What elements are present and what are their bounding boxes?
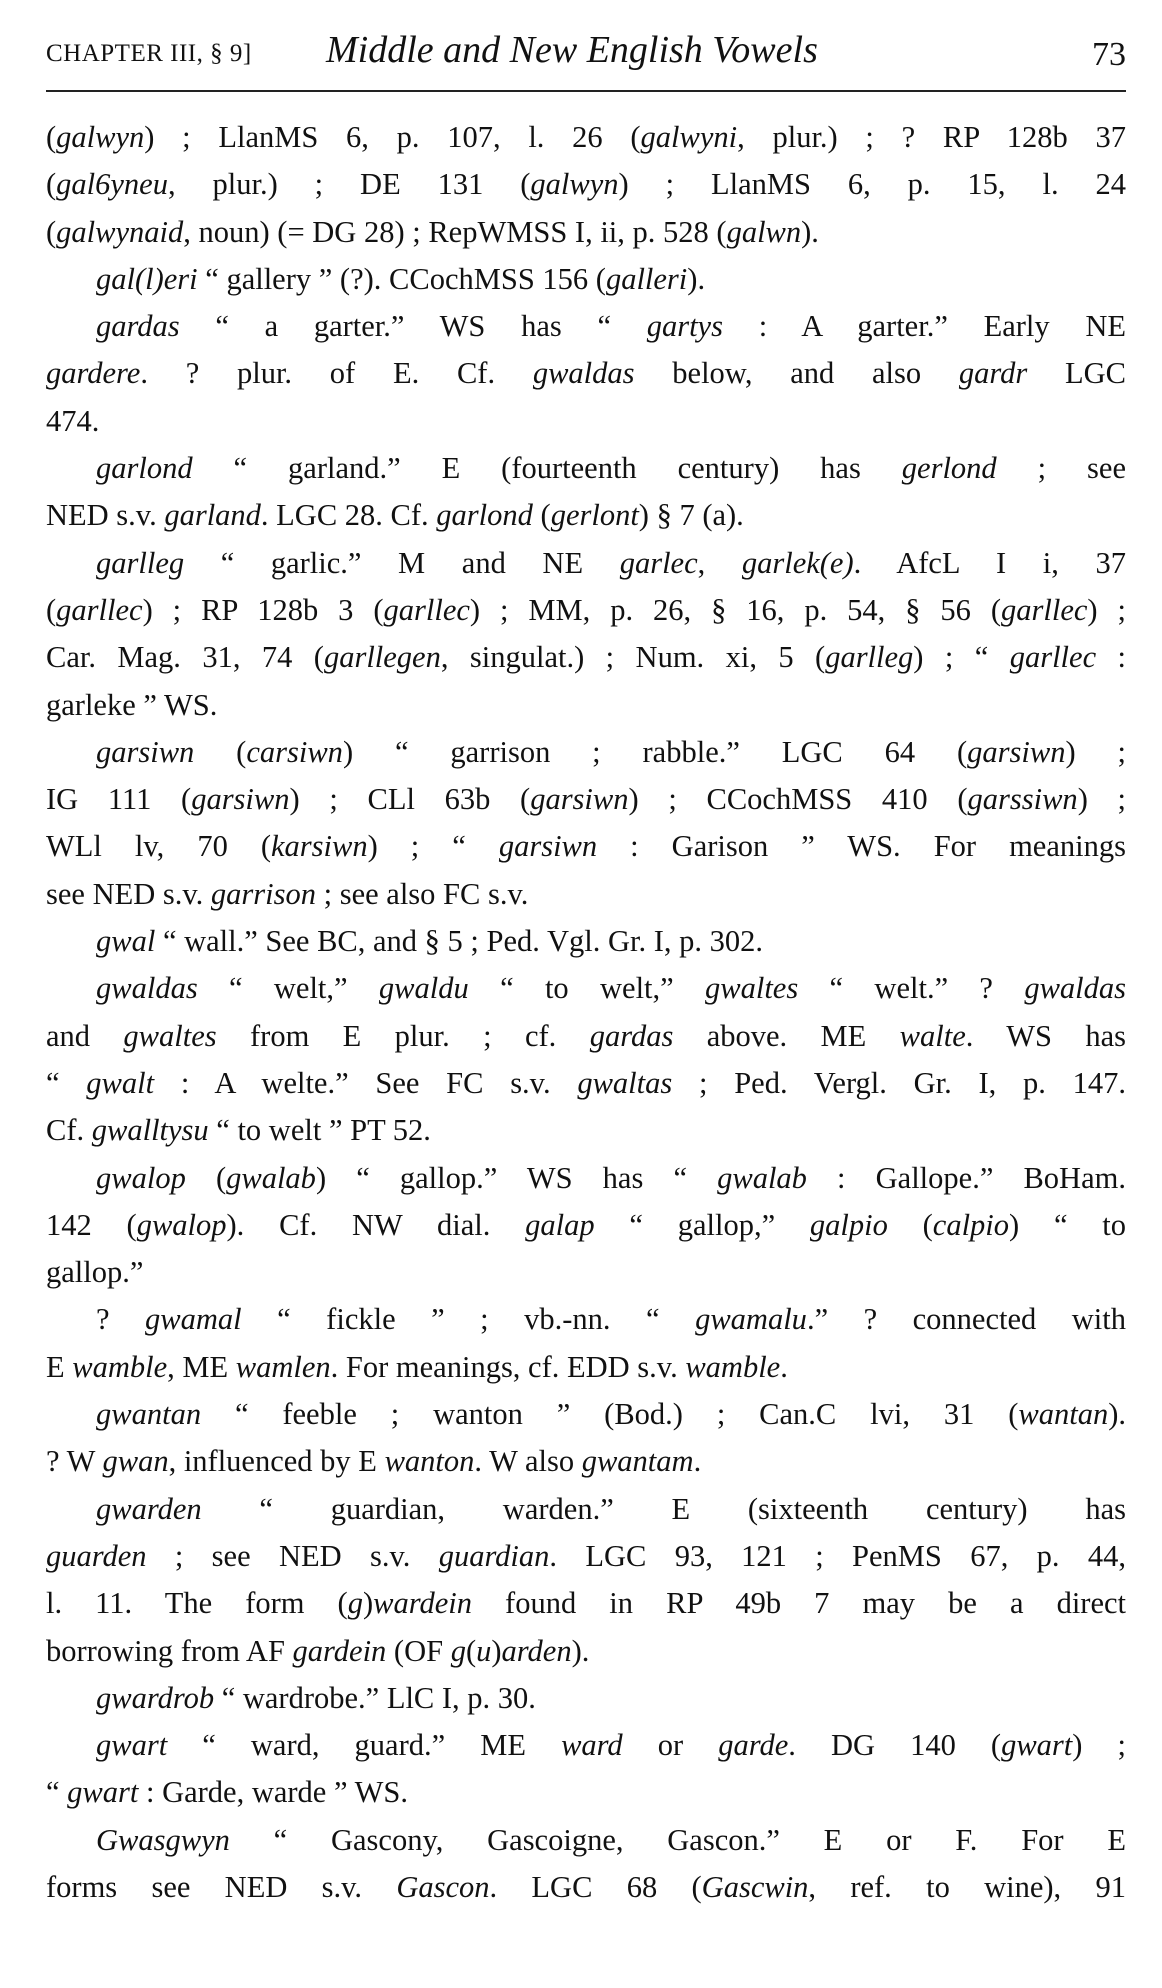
text-line: garlond “ garland.” E (fourteenth century) has gerlond ; see [96, 451, 1126, 486]
text-line: gwardrob “ wardrobe.” LlC I, p. 30. [96, 1680, 536, 1715]
text-line: “ gwalt : A welte.” See FC s.v. gwaltas ; Ped. Vergl. Gr. I, p. 147. [46, 1065, 1127, 1100]
header-rule [46, 90, 1126, 92]
text-line: (galwynaid, noun) (= DG 28) ; RepWMSS I, ii, p. 528 (galwn). [46, 214, 819, 249]
text-line: Gwasgwyn “ Gascony, Gascoigne, Gascon.” E or F. For E [96, 1822, 1126, 1857]
text-line: guarden ; see NED s.v. guardian. LGC 93, 121 ; PenMS 67, p. 44, [46, 1538, 1126, 1573]
text-line: E wamble, ME wamlen. For meanings, cf. EDD s.v. wamble. [46, 1349, 788, 1384]
text-line: WLl lv, 70 (karsiwn) ; “ garsiwn : Garison ” WS. For meanings [46, 829, 1126, 864]
page-number: 73 [1092, 36, 1126, 73]
text-line: gallop.” [46, 1255, 144, 1290]
text-line: 474. [46, 403, 100, 438]
text-line: IG 111 (garsiwn) ; CLl 63b (garsiwn) ; CCochMSS 410 (garssiwn) ; [46, 782, 1126, 817]
text-line: garleke ” WS. [46, 687, 218, 722]
text-line: “ gwart : Garde, warde ” WS. [46, 1775, 408, 1810]
text-line: ? W gwan, influenced by E wanton. W also gwantam. [46, 1444, 702, 1479]
text-line: garsiwn (carsiwn) “ garrison ; rabble.” LGC 64 (garsiwn) ; [96, 734, 1126, 769]
text-line: gwal “ wall.” See BC, and § 5 ; Ped. Vgl. Gr. I, p. 302. [96, 924, 764, 959]
page-body [46, 114, 1126, 1911]
text-line: gwantan “ feeble ; wanton ” (Bod.) ; Can.C lvi, 31 (wantan). [96, 1397, 1126, 1432]
text-line: garlleg “ garlic.” M and NE garlec, garlek(e). AfcL I i, 37 [96, 545, 1126, 580]
text-line: forms see NED s.v. Gascon. LGC 68 (Gascwin, ref. to wine), 91 [46, 1869, 1126, 1904]
text-line: borrowing from AF gardein (OF g(u)arden). [46, 1633, 590, 1668]
text-line: gwarden “ guardian, warden.” E (sixteenth century) has [96, 1491, 1126, 1526]
text-line: gwart “ ward, guard.” ME ward or garde. DG 140 (gwart) ; [96, 1728, 1126, 1763]
text-line: gwalop (gwalab) “ gallop.” WS has “ gwalab : Gallope.” BoHam. [96, 1160, 1126, 1195]
text-line: gwaldas “ welt,” gwaldu “ to welt,” gwaltes “ welt.” ? gwaldas [96, 971, 1126, 1006]
text-line: 142 (gwalop). Cf. NW dial. galap “ gallop,” galpio (calpio) “ to [46, 1207, 1126, 1242]
text-line: (garllec) ; RP 128b 3 (garllec) ; MM, p. 26, § 16, p. 54, § 56 (garllec) ; [46, 592, 1126, 627]
chapter-reference: CHAPTER III, § 9] [46, 40, 252, 67]
text-line: Car. Mag. 31, 74 (garllegen, singulat.) ; Num. xi, 5 (garlleg) ; “ garllec : [46, 640, 1127, 675]
running-header [46, 28, 1126, 84]
text-line: and gwaltes from E plur. ; cf. gardas above. ME walte. WS has [46, 1018, 1126, 1053]
text-line: (gal6yneu, plur.) ; DE 131 (galwyn) ; LlanMS 6, p. 15, l. 24 [46, 167, 1126, 202]
text-line: ? gwamal “ fickle ” ; vb.-nn. “ gwamalu.” ? connected with [96, 1302, 1126, 1337]
text-line: (galwyn) ; LlanMS 6, p. 107, l. 26 (galwyni, plur.) ; ? RP 128b 37 [46, 120, 1126, 154]
text-line: Cf. gwalltysu “ to welt ” PT 52. [46, 1113, 431, 1148]
text-line: NED s.v. garland. LGC 28. Cf. garlond (gerlont) § 7 (a). [46, 498, 744, 533]
text-line: gal(l)eri “ gallery ” (?). CCochMSS 156 (galleri). [96, 261, 706, 296]
running-title: Middle and New English Vowels [326, 29, 818, 71]
text-line: see NED s.v. garrison ; see also FC s.v. [46, 876, 529, 911]
text-line: l. 11. The form (g)wardein found in RP 49b 7 may be a direct [46, 1586, 1126, 1621]
text-line: gardas “ a garter.” WS has “ gartys : A garter.” Early NE [96, 309, 1127, 344]
text-line: gardere. ? plur. of E. Cf. gwaldas below, and also gardr LGC [46, 356, 1126, 391]
